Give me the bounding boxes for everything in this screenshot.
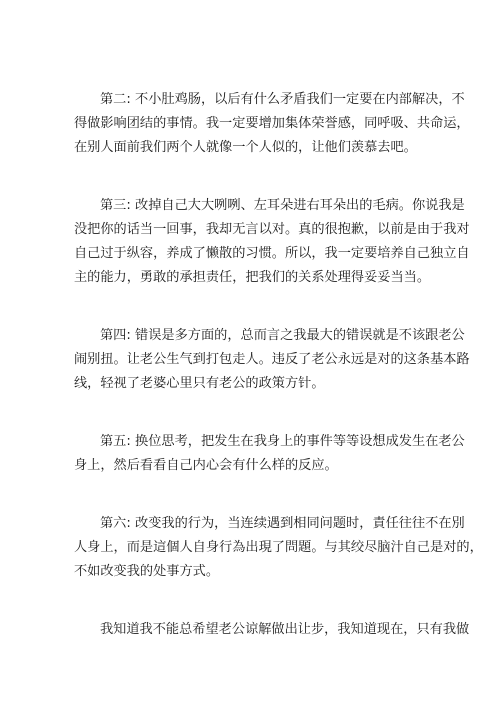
paragraph-second (74, 88, 470, 160)
paragraph-fifth (74, 430, 465, 478)
paragraph-third (74, 194, 470, 290)
paragraph-line: 身上，然后看看自己内心会有什么样的反应。 (74, 458, 338, 473)
paragraph-line: 没把你的话当一回事，我却无言以对。真的很抱歉，以前是由于我对 (74, 222, 470, 237)
paragraph-line: 自己过于纵容，养成了懒散的习惯。所以，我一定要培养自己独立自 (74, 246, 470, 261)
paragraph-line: 我知道我不能总希望老公谅解做出让步，我知道现在，只有我做 (100, 622, 470, 637)
paragraph-line: 闹别扭。让老公生气到打包走人。违反了老公永远是对的这条基本路 (74, 352, 470, 367)
paragraph-fourth (74, 324, 470, 396)
paragraph-closing (74, 618, 470, 642)
paragraph-line: 第四: 错误是多方面的，总而言之我最大的错误就是不该跟老公 (100, 328, 465, 343)
paragraph-line: 在别人面前我们两个人就像一个人似的，让他们羡慕去吧。 (74, 140, 417, 155)
paragraph-line: 第五: 换位思考，把发生在我身上的事件等等设想成发生在老公 (100, 434, 465, 449)
paragraph-line: 人身上，而是這個人自身行為出現了問題。与其绞尽脑汁自己是对的， (74, 540, 483, 555)
paragraph-line: 得做影响团结的事情。我一定要增加集体荣誉感，同呼吸、共命运， (74, 116, 470, 131)
paragraph-line: 第二: 不小肚鸡肠，以后有什么矛盾我们一定要在内部解决，不 (100, 92, 465, 107)
paragraph-line: 线，轻视了老婆心里只有老公的政策方针。 (74, 376, 325, 391)
paragraph-sixth (74, 512, 483, 584)
paragraph-line: 不如改变我的处事方式。 (74, 564, 220, 579)
paragraph-line: 第六: 改变我的行为，当连续遇到相同问题时，責任往往不在別 (100, 516, 465, 531)
paragraph-line: 主的能力，勇敢的承担责任，把我们的关系处理得妥妥当当。 (74, 270, 431, 285)
paragraph-line: 第三: 改掉自己大大咧咧、左耳朵进右耳朵出的毛病。你说我是 (100, 198, 465, 213)
